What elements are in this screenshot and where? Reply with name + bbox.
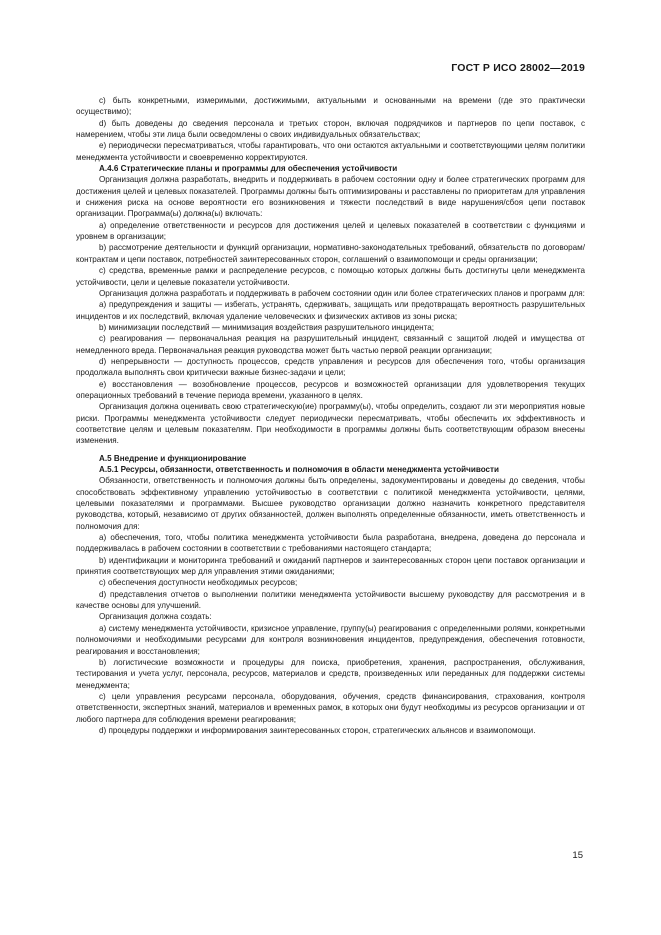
paragraph: d) процедуры поддержки и информирования заинтересованных сторон, стратегических альянсов и взаимопомощи. (99, 725, 536, 735)
paragraph: b) рассмотрение деятельности и функций организации, нормативно-законодательных требований, обязательств по договорам/контрактам и цепи поставок, потребностей заинтересованных сторон, соглашений о взаимопомощи и среды организации; (76, 243, 585, 264)
paragraph: a) систему менеджмента устойчивости, кризисное управление, группу(ы) реагирования с определенными ролями, конкретными полномочиями и необходимыми ресурсами для контроля возникновения инцидентов, предупреждения, обеспечения готовности, реагирования и восстановления; (76, 623, 585, 656)
paragraph: d) быть доведены до сведения персонала и третьих сторон, включая подрядчиков и партнеров по цепи поставок, с намерением, чтобы эти лица были осведомлены о своих индивидуальных обязательствах; (76, 118, 585, 140)
paragraph: Организация должна разработать и поддерживать в рабочем состоянии один или более стратегических планов и программ для: (99, 288, 585, 298)
paragraph: Организация должна разработать, внедрить и поддерживать в рабочем состоянии одну и более стратегических программ для достижения целей и целевых показателей. Программы должны быть оптимизированы и расставлены по приоритетам для управления и снижения риска на основе вероятности его возникновения и тяжести последствий в виде нарушения/сбоя цепи поставок организации. Программа(ы) должна(ы) включать: (76, 175, 585, 219)
page-number: 15 (572, 850, 583, 861)
paragraph: e) восстановления — возобновление процессов, ресурсов и возможностей организации для удовлетворения текущих операционных требований в течение периода времени, указанного в целях. (76, 379, 585, 400)
paragraph: c) быть конкретными, измеримыми, достижимыми, актуальными и основанными на времени (где это практически осуществимо); (76, 96, 585, 117)
paragraph: c) средства, временные рамки и распределение ресурсов, с помощью которых должны быть достигнуты цели менеджмента устойчивости, цели и целевые показатели устойчивости. (76, 266, 585, 287)
document-code: ГОСТ Р ИСО 28002—2019 (451, 62, 585, 74)
paragraph: Обязанности, ответственность и полномочия должны быть определены, задокументированы и доведены до сведения, чтобы способствовать эффективному управлению устойчивостью в соответствии с политикой менеджмента устойчивости, целями, целевыми показателями и программами. Высшее руководство организации должно назначить конкретного представителя руководства, который, независимо от других обязанностей, должен выполнять определенные обязанности, иметь ответственность и полномочия для: (76, 476, 585, 531)
paragraph: c) реагирования — первоначальная реакция на разрушительный инцидент, связанный с защитой людей и имущества от немедленного вреда. Первоначальная реакция руководства может быть частью первой реакции организации; (76, 334, 585, 355)
paragraph: a) определение ответственности и ресурсов для достижения целей и целевых показателей в соответствии с функциями и уровнем в организации; (76, 220, 585, 242)
paragraph: d) непрерывности — доступность процессов, средств управления и ресурсов для обеспечения того, чтобы организация продолжала выполнять свои критически важные бизнес-задачи и цели; (76, 356, 585, 378)
paragraph: b) минимизации последствий — минимизация воздействия разрушительного инцидента; (99, 322, 434, 332)
document-body (76, 95, 585, 736)
paragraph: d) представления отчетов о выполнении политики менеджмента устойчивости высшему руководству для рассмотрения и в качестве основы для улучшений. (76, 589, 585, 611)
paragraph: a) обеспечения, того, чтобы политика менеджмента устойчивости была разработана, внедрена, доведена до персонала и поддерживалась в рабочем состоянии в соответствии с требованиями настоящего стандарта; (76, 533, 585, 554)
paragraph: c) обеспечения доступности необходимых ресурсов; (99, 578, 298, 588)
section-heading: A.5.1 Ресурсы, обязанности, ответственность и полномочия в области менеджмента устойчивости (99, 465, 499, 474)
section-heading: A.5 Внедрение и функционирование (99, 453, 247, 463)
section-heading: A.4.6 Стратегические планы и программы для обеспечения устойчивости (99, 164, 398, 174)
paragraph: b) идентификации и мониторинга требований и ожиданий партнеров и заинтересованных сторон цепи поставок организации и принятия соответствующих мер для управления этими ожиданиями; (76, 555, 585, 577)
paragraph: e) периодически пересматриваться, чтобы гарантировать, что они остаются актуальными и соответствующими целям политики менеджмента устойчивости и своевременно корректируются. (76, 141, 585, 162)
paragraph: c) цели управления ресурсами персонала, оборудования, обучения, средств финансирования, страхования, контроля ответственности, экспертных знаний, материалов и временных рамок, в которых они будут необходимы из ресурсов организации и от любого партнера для соблюдения времени реагирования; (76, 691, 585, 724)
paragraph: Организация должна оценивать свою стратегическую(ие) программу(ы), чтобы определить, создают ли эти мероприятия новые риски. Программы менеджмента устойчивости следует периодически пересматривать, чтобы обеспечить их эффективность и соответствие целям и целевым показателям. При необходимости в программы должны быть соответствующим образом внесены изменения. (76, 402, 585, 446)
paragraph: a) предупреждения и защиты — избегать, устранять, сдерживать, защищать или предотвращать вероятность разрушительных инцидентов и их последствий, включая удаление человеческих и физических активов из зоны риска; (76, 300, 585, 321)
paragraph: Организация должна создать: (99, 612, 212, 622)
paragraph: b) логистические возможности и процедуры для поиска, приобретения, хранения, распространения, обслуживания, тестирования и учета услуг, персонала, ресурсов, материалов и средств, произведенных или переданных для поддержки системы менеджмента; (76, 657, 585, 690)
